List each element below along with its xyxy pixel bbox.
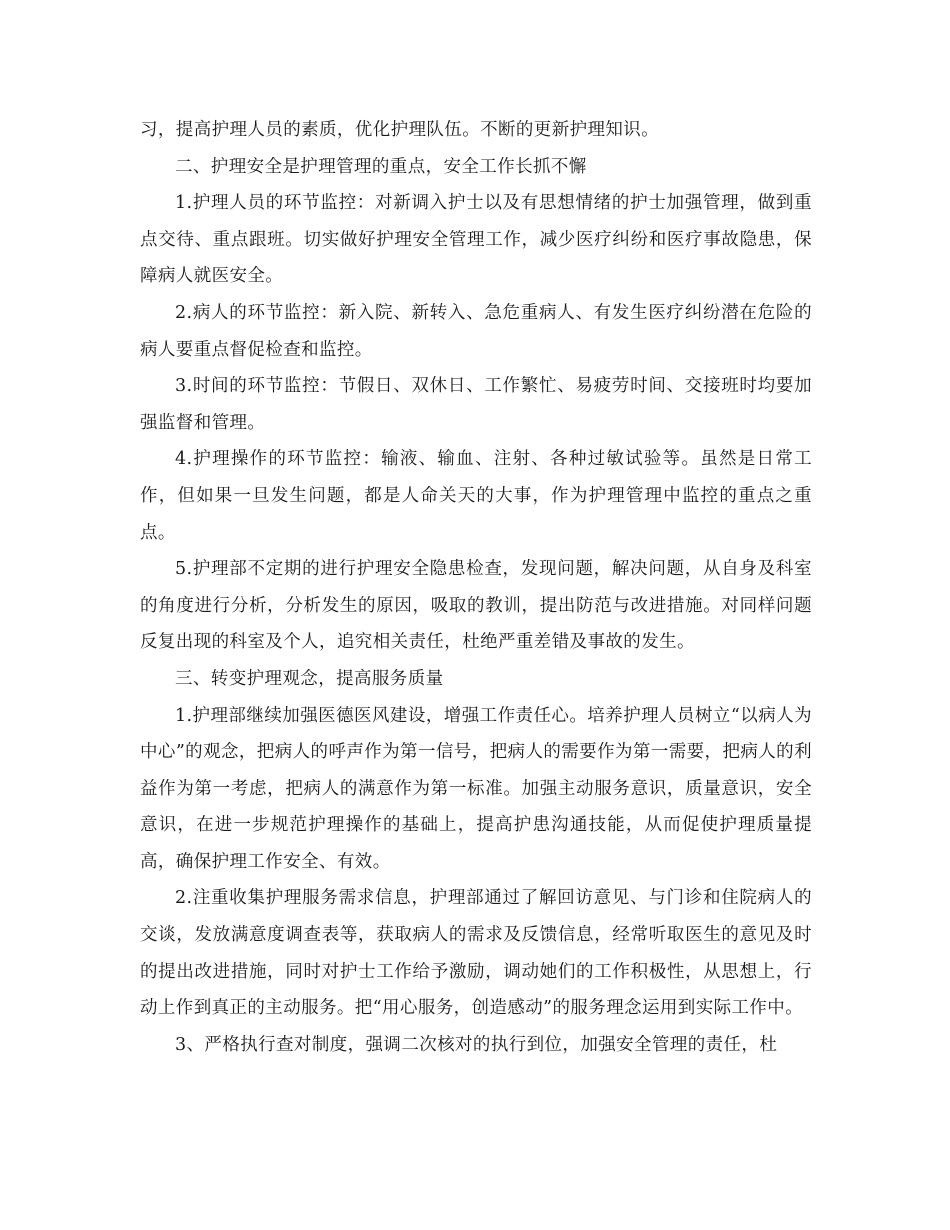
paragraph-operation-monitoring: 4.护理操作的环节监控：输液、输血、注射、各种过敏试验等。虽然是日常工作，但如果一旦发生问题，都是人命关天的大事，作为护理管理中监控的重点之重点。 xyxy=(140,449,812,543)
paragraph-medical-ethics: 1.护理部继续加强医德医风建设，增强工作责任心。培养护理人员树立“以病人为中心”的观念，把病人的呼声作为第一信号，把病人的需要作为第一需要，把病人的利益作为第一考虑，把病人的满意作为第一标准。加强主动服务意识，质量意识，安全意识，在进一步规范护理操作的基础上，提高护患沟通技能，从而促使护理质量提高，确保护理工作安全、有效。 xyxy=(140,705,812,872)
paragraph-time-monitoring: 3.时间的环节监控：节假日、双休日、工作繁忙、易疲劳时间、交接班时均要加强监督和管理。 xyxy=(140,376,812,433)
section-heading-nursing-safety: 二、护理安全是护理管理的重点，安全工作长抓不懈 xyxy=(175,156,587,177)
paragraph-staff-monitoring: 1.护理人员的环节监控：对新调入护士以及有思想情绪的护士加强管理，做到重点交待、重点跟班。切实做好护理安全管理工作，减少医疗纠纷和医疗事故隐患，保障病人就医安全。 xyxy=(140,193,812,287)
paragraph-feedback-collection: 2.注重收集护理服务需求信息，护理部通过了解回访意见、与门诊和住院病人的交谈，发放满意度调查表等，获取病人的需求及反馈信息，经常听取医生的意见及时的提出改进措施，同时对护士工作给予激励，调动她们的工作积极性，从思想上，行动上作到真正的主动服务。把“用心服务，创造感动”的服务理念运用到实际工作中。 xyxy=(140,888,812,1019)
section-heading-service-quality: 三、转变护理观念，提高服务质量 xyxy=(175,668,444,689)
paragraph-patient-monitoring: 2.病人的环节监控：新入院、新转入、急危重病人、有发生医疗纠纷潜在危险的病人要重点督促检查和监控。 xyxy=(140,302,812,360)
document-body xyxy=(140,112,812,1063)
paragraph-verification-system: 3、严格执行查对制度，强调二次核对的执行到位，加强安全管理的责任，杜 xyxy=(175,1034,778,1055)
paragraph-continuation: 习，提高护理人员的素质，优化护理队伍。不断的更新护理知识。 xyxy=(140,120,660,140)
paragraph-safety-inspection: 5.护理部不定期的进行护理安全隐患检查，发现问题，解决问题，从自身及科室的角度进行分析，分析发生的原因，吸取的教训，提出防范与改进措施。对同样问题反复出现的科室及个人，追究相关责任，杜绝严重差错及事故的发生。 xyxy=(140,559,812,653)
